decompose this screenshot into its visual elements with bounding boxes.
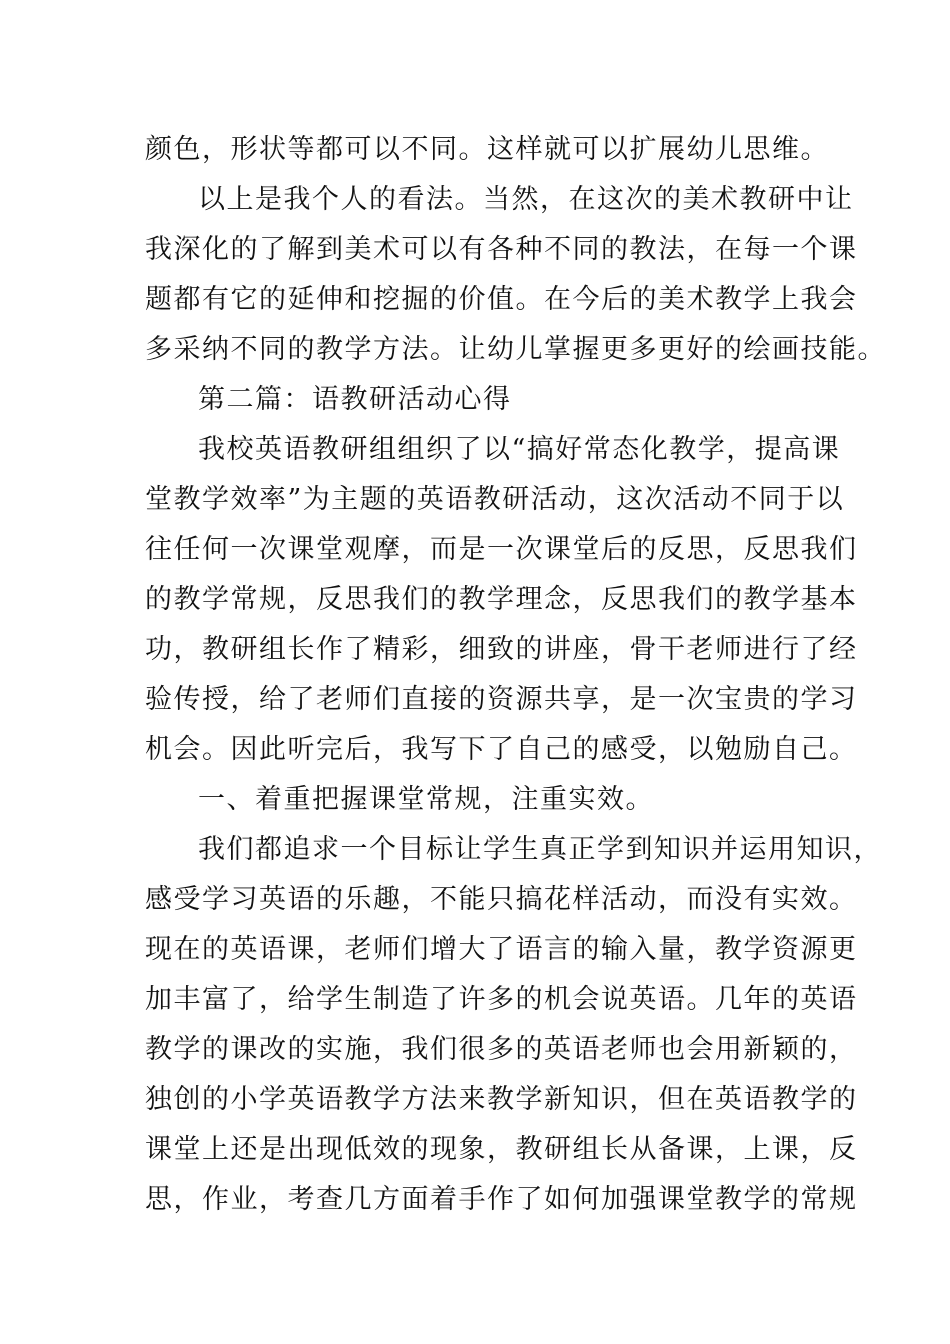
paragraph-line-18: 课堂上还是出现低效的现象，教研组长从备课，上课，反 [145, 1134, 858, 1165]
paragraph-line-17: 独创的小学英语教学方法来教学新知识，但在英语教学的 [145, 1084, 858, 1115]
subsection-heading: 一、着重把握课堂常规，注重实效。 [198, 784, 654, 815]
paragraph-line-14: 现在的英语课，老师们增大了语言的输入量，教学资源更 [145, 934, 858, 965]
paragraph-line-3: 题都有它的延伸和挖掘的价值。在今后的美术教学上我会 [145, 284, 858, 315]
paragraph-line-8: 的教学常规，反思我们的教学理念，反思我们的教学基本 [145, 584, 858, 615]
paragraph-line-11: 机会。因此听完后，我写下了自己的感受，以勉励自己。 [145, 734, 858, 765]
paragraph-line-4: 多采纳不同的教学方法。让幼儿掌握更多更好的绘画技能。 [145, 334, 886, 365]
paragraph-line-15: 加丰富了，给学生制造了许多的机会说英语。几年的英语 [145, 984, 858, 1015]
paragraph-line-1: 以上是我个人的看法。当然，在这次的美术教研中让 [198, 184, 854, 215]
paragraph-line-10: 验传授，给了老师们直接的资源共享，是一次宝贵的学习 [145, 684, 858, 715]
paragraph-line-7: 往任何一次课堂观摩，而是一次课堂后的反思，反思我们 [145, 534, 858, 565]
paragraph-line-2: 我深化的了解到美术可以有各种不同的教法，在每一个课 [145, 234, 858, 265]
paragraph-line-19: 思，作业，考查几方面着手作了如何加强课堂教学的常规 [145, 1184, 858, 1215]
paragraph-line-16: 教学的课改的实施，我们很多的英语老师也会用新颖的， [145, 1034, 858, 1065]
paragraph-line-5: 我校英语教研组组织了以“搞好常态化教学，提高课 [198, 434, 841, 465]
paragraph-line-6: 堂教学效率”为主题的英语教研活动，这次活动不同于以 [145, 484, 845, 515]
paragraph-line-13: 感受学习英语的乐趣，不能只搞花样活动，而没有实效。 [145, 884, 858, 915]
paragraph-line-12: 我们都追求一个目标让学生真正学到知识并运用知识， [198, 834, 882, 865]
text-line-1: 颜色，形状等都可以不同。这样就可以扩展幼儿思维。 [145, 134, 829, 165]
paragraph-line-9: 功，教研组长作了精彩，细致的讲座，骨干老师进行了经 [145, 634, 858, 665]
section-heading: 第二篇：语教研活动心得 [198, 384, 512, 415]
